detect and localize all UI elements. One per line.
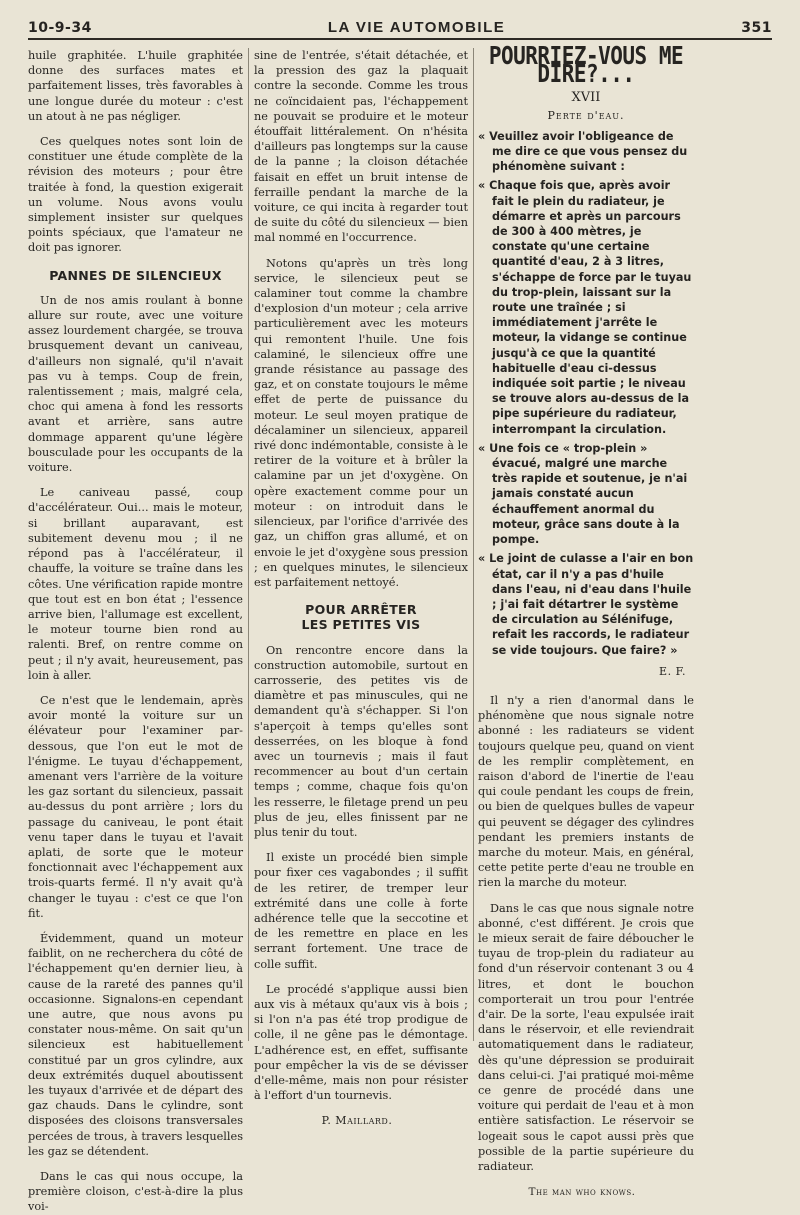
header-rule <box>28 38 772 40</box>
answer-paragraph: Il n'y a rien d'anormal dans le phénomène que nous signale notre abonné : les radiateurs se vident toujours quelque peu, quand on vient de les remplir complètement, en raison d'abord de l'inertie de l'eau qui coule pendant les coups de frein, ou bien de quelques bulles de vapeur qui peuvent se dégager des cylindres pendant les premiers instants de marche du moteur. Mais, en général, cette petite perte d'eau ne trouble en rien la marche du moteur. <box>478 693 694 890</box>
question-number: XVII <box>571 90 601 106</box>
paragraph: Ces quelques notes sont loin de constituer une étude complète de la révision des moteurs ; pour être traitée à fond, la question exigerait un volume. Nous avons voulu simplement insister sur quelques points spéciaux, que l'amateur ne doit pas ignorer. <box>28 135 243 255</box>
paragraph: Notons qu'après un très long service, le silencieux peut se calaminer tout comme la chambre d'explosion d'un moteur ; cela arrive particulièrement avec les moteurs qui remontent l'huile. Une fois calaminé, le silencieux offre une grande résistance au passage des gaz, et on constate toujours le même effet de perte de puissance du moteur. Le seul moyen pratique de décalaminer un silencieux, appareil rivé donc indémontable, consiste à le retirer de la voiture et à brûler la calamine par un jet d'oxygène. On opère exactement comme pour un moteur : on introduit dans le silencieux, par l'orifice d'arrivée des gaz, un chiffon gras allumé, et on envoie le jet d'oxygène sous pression ; en quelques minutes, le silencieux est parfaitement nettoyé. <box>254 256 468 589</box>
section-heading <box>254 602 468 632</box>
reader-question: « Veuillez avoir l'obligeance de me dire ce que vous pensez du phénomène suivant : <box>478 129 688 174</box>
heading-line: LES PETITES VIS <box>301 617 421 633</box>
heading-line: POUR ARRÊTER <box>305 602 417 618</box>
paragraph: Ce n'est que le lendemain, après avoir monté la voiture sur un élévateur pour l'examiner par-dessous, que l'on eut le mot de l'énigme. Le tuyau d'échappement, amenant vers l'arrière de la voiture les gaz sortant du silencieux, passait au-dessus du pont arrière ; lors du passage du caniveau, le pont était venu taper dans le tuyau et l'avait aplati, de sorte que le moteur fonctionnait avec l'échappement aux trois-quarts fermé. Il n'y avait qu'à changer le tuyau : c'est ce que l'on fit. <box>28 693 243 920</box>
column-right <box>478 40 694 1199</box>
paragraph: Le caniveau passé, coup d'accélérateur. Oui... mais le moteur, si brillant auparavant, est subitement devenu mou ; il ne répond pas à l'accélérateur, il chauffe, la voiture se traîne dans les côtes. Une vérification rapide montre que tout est en bon état ; l'essence arrive bien, l'allumage est excellent, le moteur tourne bien rond au ralenti. Bref, on rentre comme on peut ; il n'y avait, heureusement, pas loin à aller. <box>28 486 243 682</box>
column-divider <box>473 48 474 1041</box>
paragraph: Il existe un procédé bien simple pour fixer ces vagabondes ; il suffit de les retirer, de tremper leur extrémité dans une colle à forte adhérence telle que la seccotine et de les remettre en place en les serrant fortement. Une trace de colle suffit. <box>254 851 468 971</box>
paragraph: Évidemment, quand un moteur faiblit, on ne recherchera du côté de l'échappement qu'en dernier lieu, à cause de la rareté des pannes qu'il occasionne. Signalons-en cependant une autre, que nous avons pu constater nous-même. On sait qu'un silencieux est habituellement constitué par un gros cylindre, aux deux extrémités duquel aboutissent les tuyaux d'arrivée et de départ des gaz chauds. Dans le cylindre, sont disposées des cloisons transversales percées de trous, à travers lesquelles les gaz se détendent. <box>28 931 243 1158</box>
paragraph: On rencontre encore dans la construction automobile, surtout en carrosserie, des petites vis de diamètre et pas minuscules, qui ne demandent qu'à s'échapper. Si l'on s'aperçoit à temps qu'elles sont desserrées, on les bloque à fond avec un tournevis ; mais il faut recommencer au bout d'un certain temps ; comme, chaque fois qu'on les resserre, le filetage prend un peu plus de jeu, elles finissent par ne plus tenir du tout. <box>254 643 468 839</box>
column-middle <box>254 48 468 1128</box>
paragraph: Dans le cas qui nous occupe, la première cloison, c'est-à-dire la plus voi- <box>28 1170 243 1214</box>
reader-initials: E. F. <box>659 664 686 678</box>
author-signature <box>254 1113 460 1128</box>
page-header <box>28 10 772 36</box>
paragraph: huile graphitée. L'huile graphitée donne des surfaces mates et parfaitement lisses, très favorables à une longue durée du moteur : c'est un atout à ne pas négliger. <box>28 49 243 123</box>
signoff-text: The man who knows. <box>528 1186 636 1199</box>
question-subtitle: Perte d'eau. <box>547 108 625 122</box>
paragraph: sine de l'entrée, s'était détachée, et la pression des gaz la plaquait contre la seconde. Comme les trous ne coïncidaient pas, l'échappement ne pouvait se produire et le moteur étouffait littéralement. On n'hésita d'ailleurs pas longtemps sur la cause de la panne ; la cloison détachée faisait en effet un bruit intense de ferraille pendant la marche de la voiture, ce qui incita à regarder tout de suite du côté du silencieux — bien mal nommé en l'occurrence. <box>254 49 468 245</box>
page-number: 351 <box>741 20 772 36</box>
reader-question: « Le joint de culasse a l'air en bon état, car il n'y a pas d'huile dans l'eau, ni d'eau dans l'huile ; j'ai fait détartrer le système de circulation au Sélénifuge, refait les raccords, le radiateur se vide toujours. Que faire? » <box>478 552 694 657</box>
journal-title: LA VIE AUTOMOBILE <box>327 19 506 36</box>
paragraph: Un de nos amis roulant à bonne allure sur route, avec une voiture assez lourdement chargée, se trouva brusquement devant un caniveau, d'ailleurs non signalé, qu'il n'avait pas vu à temps. Coup de frein, ralentissement ; mais, malgré cela, choc qui amena à fond les ressorts avant et arrière, sans autre dommage apparent qu'une légère bousculade pour les occupants de la voiture. <box>28 293 243 475</box>
answer-paragraph: Dans le cas que nous signale notre abonné, c'est différent. Je crois que le mieux serait de faire déboucher le tuyau de trop-plein du radiateur au fond d'un réservoir contenant 3 ou 4 litres, et dont le bouchon comporterait un trou pour l'entrée d'air. De la sorte, l'eau expulsée irait dans le réservoir, et elle reviendrait automatiquement dans le radiateur, dès qu'une dépression se produirait dans celui-ci. J'ai pratiqué moi-même ce genre de procédé dans une voiture qui perdait de l'eau et à mon entière satisfaction. Le réservoir se logeait sous le capot aussi près que possible de la partie supérieure du radiateur. <box>478 901 694 1174</box>
paragraph: Le procédé s'applique aussi bien aux vis à métaux qu'aux vis à bois ; si l'on n'a pas été trop prodigue de colle, il ne gêne pas le démontage. L'adhérence est, en effet, suffisante pour empêcher la vis de se dévisser d'elle-même, mais non pour résister à l'effort d'un tournevis. <box>254 982 468 1103</box>
column-divider <box>248 48 249 1041</box>
column-left <box>28 48 243 1214</box>
signature-text: P. Maillard. <box>321 1114 393 1128</box>
issue-date: 10-9-34 <box>28 20 92 36</box>
rubric-title: POURRIEZ-VOUS ME DIRE?... <box>488 40 684 89</box>
reader-question: « Une fois ce « trop-plein » évacué, malgré une marche très rapide et soutenue, je n'ai jamais constaté aucun échauffement anormal du moteur, grâce sans doute à la pompe. <box>478 441 688 547</box>
section-heading: PANNES DE SILENCIEUX <box>49 267 222 283</box>
reader-question: « Chaque fois que, après avoir fait le plein du radiateur, je démarre et après un parcours de 300 à 400 mètres, je constate qu'une certaine quantité d'eau, 2 à 3 litres, s'échappe de force par le tuyau du trop-plein, laissant sur la route une traînée ; si immédiatement j'arrête le moteur, la vidange se continue jusqu'à ce que la quantité habituelle d'eau ci-dessus indiquée soit partie ; le niveau se trouve alors au-dessus de la pipe supérieure du radiateur, interrompant la circulation. <box>478 179 692 436</box>
answer-signoff <box>478 1184 686 1200</box>
